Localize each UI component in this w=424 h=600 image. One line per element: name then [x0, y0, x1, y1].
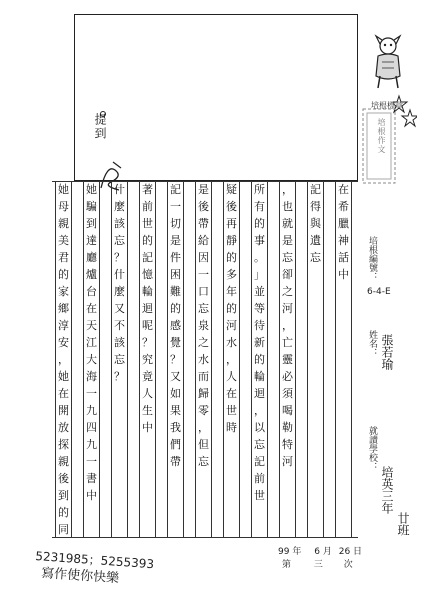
grid-cell	[224, 487, 239, 504]
grid-cell: ，	[282, 319, 293, 332]
footer-slogan: 寫作使你快樂	[40, 565, 120, 587]
grid-cell: 迴	[254, 387, 265, 400]
grid-cell: 。	[254, 251, 265, 264]
grid-cell	[308, 334, 323, 351]
grid-cell: 的	[58, 506, 69, 519]
grid-cell: 記	[142, 251, 153, 264]
grid-cell: ，	[58, 353, 69, 366]
grid-cell: 的	[254, 217, 265, 230]
grid-cell: ？	[114, 251, 125, 264]
grid-cell: 困	[170, 268, 181, 281]
grid-cell: 一	[198, 268, 209, 281]
grid-cell: 九	[86, 438, 97, 451]
grid-cell: 口	[198, 285, 209, 298]
grid-cell: 什	[114, 183, 125, 196]
grid-cell: 與	[310, 217, 321, 230]
grid-cell: 之	[198, 336, 209, 349]
grid-cell: 到	[86, 217, 97, 230]
grid-cell: 年	[226, 285, 237, 298]
grid-cell	[84, 504, 99, 521]
comment-text: 提到	[93, 113, 107, 141]
grid-cell: 記	[254, 455, 265, 468]
grid-cell	[336, 504, 351, 521]
grid-cell	[336, 368, 351, 385]
grid-cell: 輪	[254, 370, 265, 383]
grid-cell	[308, 317, 323, 334]
grid-cell: 是	[198, 183, 209, 196]
grid-cell	[140, 487, 155, 504]
grid-cell: 後	[198, 200, 209, 213]
grid-cell	[336, 300, 351, 317]
grid-cell	[196, 521, 211, 538]
grid-cell	[308, 487, 323, 504]
grid-cell	[336, 385, 351, 402]
grid-cell	[224, 436, 239, 453]
grid-cell	[112, 402, 127, 419]
grid-cell: 是	[170, 234, 181, 247]
grid-cell	[336, 453, 351, 470]
grid-cell: 遺	[310, 234, 321, 247]
grid-cell: ，	[226, 353, 237, 366]
grid-cell	[308, 283, 323, 300]
grid-cell	[252, 521, 267, 538]
grid-cell: 究	[142, 353, 153, 366]
grid-cell	[308, 300, 323, 317]
grid-cell: 靈	[282, 353, 293, 366]
grid-cell: 人	[142, 387, 153, 400]
grid-cell	[336, 436, 351, 453]
grid-cell: 因	[198, 251, 209, 264]
grid-cell	[308, 385, 323, 402]
student-id-label: 培根編號：	[367, 236, 377, 281]
grid-cell: 特	[282, 438, 293, 451]
footer-page-count	[282, 557, 353, 570]
grid-cell	[308, 504, 323, 521]
grid-cell	[308, 419, 323, 436]
grid-cell: 臘	[338, 217, 349, 230]
grid-cell: 一	[170, 200, 181, 213]
grid-cell: 新	[254, 336, 265, 349]
grid-cell	[224, 470, 239, 487]
grid-cell	[308, 436, 323, 453]
grid-cell	[168, 470, 183, 487]
grid-cell: 開	[58, 404, 69, 417]
grid-cell: 海	[86, 370, 97, 383]
grid-cell: 安	[58, 336, 69, 349]
grid-cell: 九	[86, 404, 97, 417]
grid-cell: 世	[254, 489, 265, 502]
grid-cell: 在	[338, 183, 349, 196]
grid-cell	[196, 504, 211, 521]
grid-cell	[112, 419, 127, 436]
grid-cell: 記	[170, 183, 181, 196]
grid-cell	[336, 283, 351, 300]
grid-cell: 家	[58, 285, 69, 298]
grid-cell: 又	[114, 302, 125, 315]
grid-cell: 生	[142, 404, 153, 417]
grid-cell	[308, 351, 323, 368]
grid-cell: ？	[170, 353, 181, 366]
grid-cell: 同	[58, 523, 69, 536]
grid-cell: 忘	[198, 302, 209, 315]
grid-cell: 的	[226, 302, 237, 315]
grid-cell	[168, 487, 183, 504]
grid-cell	[196, 470, 211, 487]
grid-cell: 放	[58, 421, 69, 434]
grid-cell: 的	[254, 353, 265, 366]
grid-cell: 希	[338, 200, 349, 213]
grid-cell	[224, 453, 239, 470]
grid-cell	[336, 351, 351, 368]
grid-cell	[112, 487, 127, 504]
grid-cell: 並	[254, 285, 265, 298]
student-id-value: 6-4-E	[367, 287, 391, 297]
grid-cell	[280, 521, 295, 538]
grid-cell	[168, 504, 183, 521]
grid-cell: 靜	[226, 234, 237, 247]
grid-cell: 竟	[142, 370, 153, 383]
grid-cell: 」	[254, 268, 265, 281]
grid-column	[307, 181, 324, 538]
grid-cell: 大	[86, 353, 97, 366]
grid-cell	[308, 521, 323, 538]
grid-cell: 水	[226, 336, 237, 349]
grid-column	[167, 181, 184, 538]
grid-cell	[112, 436, 127, 453]
grid-cell	[140, 521, 155, 538]
grid-cell: 喝	[282, 404, 293, 417]
grid-cell: 在	[226, 387, 237, 400]
grid-cell: 人	[226, 370, 237, 383]
grid-cell: 等	[254, 302, 265, 315]
grid-cell: 鄉	[58, 302, 69, 315]
grid-cell: 中	[142, 421, 153, 434]
grid-cell: 件	[170, 251, 181, 264]
grid-cell	[308, 453, 323, 470]
grid-cell: 難	[170, 285, 181, 298]
grid-cell: 帶	[198, 217, 209, 230]
grid-cell: 所	[254, 183, 265, 196]
grid-cell: 忘	[282, 251, 293, 264]
stamp-inner-text: 培根作文	[377, 118, 386, 154]
grid-cell: 她	[58, 183, 69, 196]
grid-cell	[308, 470, 323, 487]
grid-cell: 多	[226, 268, 237, 281]
grid-cell: 帶	[170, 455, 181, 468]
grid-cell: 亡	[282, 336, 293, 349]
page-num: 三	[313, 560, 323, 570]
grid-column	[55, 181, 72, 538]
grid-cell: 是	[282, 234, 293, 247]
grid-column	[195, 181, 212, 538]
grid-cell: 水	[198, 353, 209, 366]
grid-cell: 淳	[58, 319, 69, 332]
page-suffix: 次	[343, 560, 353, 570]
comment-box	[74, 14, 358, 181]
grid-cell: 親	[58, 455, 69, 468]
grid-cell: 憶	[142, 268, 153, 281]
stamp-label: 培根標章	[371, 101, 403, 110]
grid-cell: 忘	[254, 438, 265, 451]
date-month-unit: 月	[322, 547, 332, 557]
grid-cell: 後	[226, 200, 237, 213]
grid-cell	[112, 385, 127, 402]
grid-cell	[112, 453, 127, 470]
grid-cell: 歸	[198, 387, 209, 400]
school-value: 培英三年	[380, 466, 394, 514]
grid-cell: 忘	[310, 251, 321, 264]
grid-cell: 什	[114, 268, 125, 281]
grid-cell: 該	[114, 217, 125, 230]
grid-cell: 達	[86, 234, 97, 247]
grid-cell	[196, 487, 211, 504]
grid-cell: 河	[226, 319, 237, 332]
grid-cell: 的	[142, 234, 153, 247]
grid-cell	[112, 504, 127, 521]
grid-cell: 君	[58, 251, 69, 264]
grid-cell	[84, 521, 99, 538]
grid-cell: 而	[198, 370, 209, 383]
grid-cell: 麼	[114, 200, 125, 213]
grid-cell: 果	[170, 404, 181, 417]
grid-cell: 美	[58, 234, 69, 247]
grid-cell: 得	[310, 200, 321, 213]
grid-column	[279, 181, 296, 538]
grid-cell: 之	[282, 285, 293, 298]
grid-cell	[224, 521, 239, 538]
grid-cell	[140, 436, 155, 453]
grid-cell: 前	[254, 472, 265, 485]
grid-cell: 著	[142, 183, 153, 196]
grid-cell: 後	[58, 472, 69, 485]
grid-cell: 在	[86, 302, 97, 315]
grid-cell: 如	[170, 387, 181, 400]
grid-cell: 忘	[114, 353, 125, 366]
grid-cell: 前	[142, 200, 153, 213]
grid-cell: 台	[86, 285, 97, 298]
grid-cell: 覺	[170, 336, 181, 349]
grid-cell	[308, 402, 323, 419]
grid-cell: 必	[282, 370, 293, 383]
grid-cell: 的	[226, 251, 237, 264]
name-value: 張若瑜	[380, 334, 394, 370]
grid-cell: 世	[226, 404, 237, 417]
grid-cell: 爐	[86, 268, 97, 281]
grid-cell	[336, 419, 351, 436]
grid-cell: 不	[114, 319, 125, 332]
date-day-unit: 日	[353, 547, 363, 557]
grid-cell: 麼	[114, 285, 125, 298]
grid-cell: 也	[282, 200, 293, 213]
grid-cell: 母	[58, 200, 69, 213]
grid-cell: 以	[254, 421, 265, 434]
grid-cell: 又	[170, 370, 181, 383]
date-year-unit: 年	[292, 547, 302, 557]
grid-cell: 切	[170, 217, 181, 230]
grid-cell: 忘	[198, 455, 209, 468]
grid-cell	[168, 521, 183, 538]
grid-cell: 中	[86, 489, 97, 502]
grid-cell	[308, 368, 323, 385]
grid-cell: ，	[282, 183, 293, 196]
grid-cell: 世	[142, 217, 153, 230]
grid-cell: 天	[86, 319, 97, 332]
grid-cell	[280, 470, 295, 487]
grid-cell	[112, 521, 127, 538]
name-label: 姓名：	[367, 330, 377, 357]
grid-cell: 們	[170, 438, 181, 451]
grid-cell	[336, 402, 351, 419]
class-value: 廿班	[396, 512, 410, 536]
mascot-icon	[370, 32, 406, 90]
grid-cell: 的	[58, 268, 69, 281]
footer-date	[278, 544, 362, 557]
grid-cell: 廳	[86, 251, 97, 264]
grid-cell: 有	[254, 200, 265, 213]
grid-cell: 河	[282, 455, 293, 468]
grid-cell	[140, 504, 155, 521]
grid-cell	[140, 470, 155, 487]
grid-cell	[336, 334, 351, 351]
footer-phones: 5231985；5255393	[34, 548, 155, 572]
grid-cell: 勒	[282, 421, 293, 434]
grid-cell	[336, 470, 351, 487]
grid-cell: 在	[58, 387, 69, 400]
grid-cell	[336, 487, 351, 504]
grid-cell: 輪	[142, 285, 153, 298]
grid-cell: 我	[170, 421, 181, 434]
grid-cell	[308, 266, 323, 283]
grid-column	[83, 181, 100, 538]
grid-cell	[336, 521, 351, 538]
grid-cell: 就	[282, 217, 293, 230]
page-prefix: 第	[282, 560, 292, 570]
grid-cell: 一	[86, 455, 97, 468]
grid-cell: 記	[310, 183, 321, 196]
grid-cell: ？	[114, 370, 125, 383]
date-day: 26	[338, 547, 351, 557]
grid-cell: 中	[338, 268, 349, 281]
grid-cell: 給	[198, 234, 209, 247]
grid-cell	[224, 504, 239, 521]
grid-cell: 神	[338, 234, 349, 247]
grid-column	[335, 181, 352, 538]
grid-cell: 卻	[282, 268, 293, 281]
grid-cell: 零	[198, 404, 209, 417]
grid-cell: 她	[86, 183, 97, 196]
grid-cell: 再	[226, 217, 237, 230]
grid-cell: 她	[58, 370, 69, 383]
grid-cell: 到	[58, 489, 69, 502]
grid-cell: 親	[58, 217, 69, 230]
grid-cell: 呢	[142, 319, 153, 332]
grid-cell: 須	[282, 387, 293, 400]
grid-cell	[336, 317, 351, 334]
grid-column	[223, 181, 240, 538]
grid-column	[111, 181, 128, 538]
grid-columns	[52, 181, 358, 538]
grid-cell: 河	[282, 302, 293, 315]
grid-column	[251, 181, 268, 538]
grid-cell: 一	[86, 387, 97, 400]
grid-cell: 泉	[198, 319, 209, 332]
grid-cell: 江	[86, 336, 97, 349]
grid-cell: 的	[170, 302, 181, 315]
grid-cell: 忘	[114, 234, 125, 247]
grid-cell	[112, 470, 127, 487]
grid-cell: 話	[338, 251, 349, 264]
grid-column	[139, 181, 156, 538]
grid-cell: ？	[142, 336, 153, 349]
grid-cell: 事	[254, 234, 265, 247]
grid-cell: 但	[198, 438, 209, 451]
grid-cell: 騙	[86, 200, 97, 213]
grid-cell: 該	[114, 336, 125, 349]
grid-cell: ，	[254, 404, 265, 417]
grid-cell	[280, 504, 295, 521]
grid-cell: 疑	[226, 183, 237, 196]
grid-cell	[252, 504, 267, 521]
grid-cell: 書	[86, 472, 97, 485]
grid-cell: 迴	[142, 302, 153, 315]
school-label: 就讀學校：	[367, 426, 377, 471]
grid-cell	[280, 487, 295, 504]
date-month: 6	[314, 547, 320, 557]
grid-cell: 四	[86, 421, 97, 434]
grid-cell: 時	[226, 421, 237, 434]
grid-cell: 探	[58, 438, 69, 451]
grid-cell	[140, 453, 155, 470]
grid-cell: ，	[198, 421, 209, 434]
date-year: 99	[278, 547, 290, 557]
grid-cell: 感	[170, 319, 181, 332]
grid-cell: 待	[254, 319, 265, 332]
